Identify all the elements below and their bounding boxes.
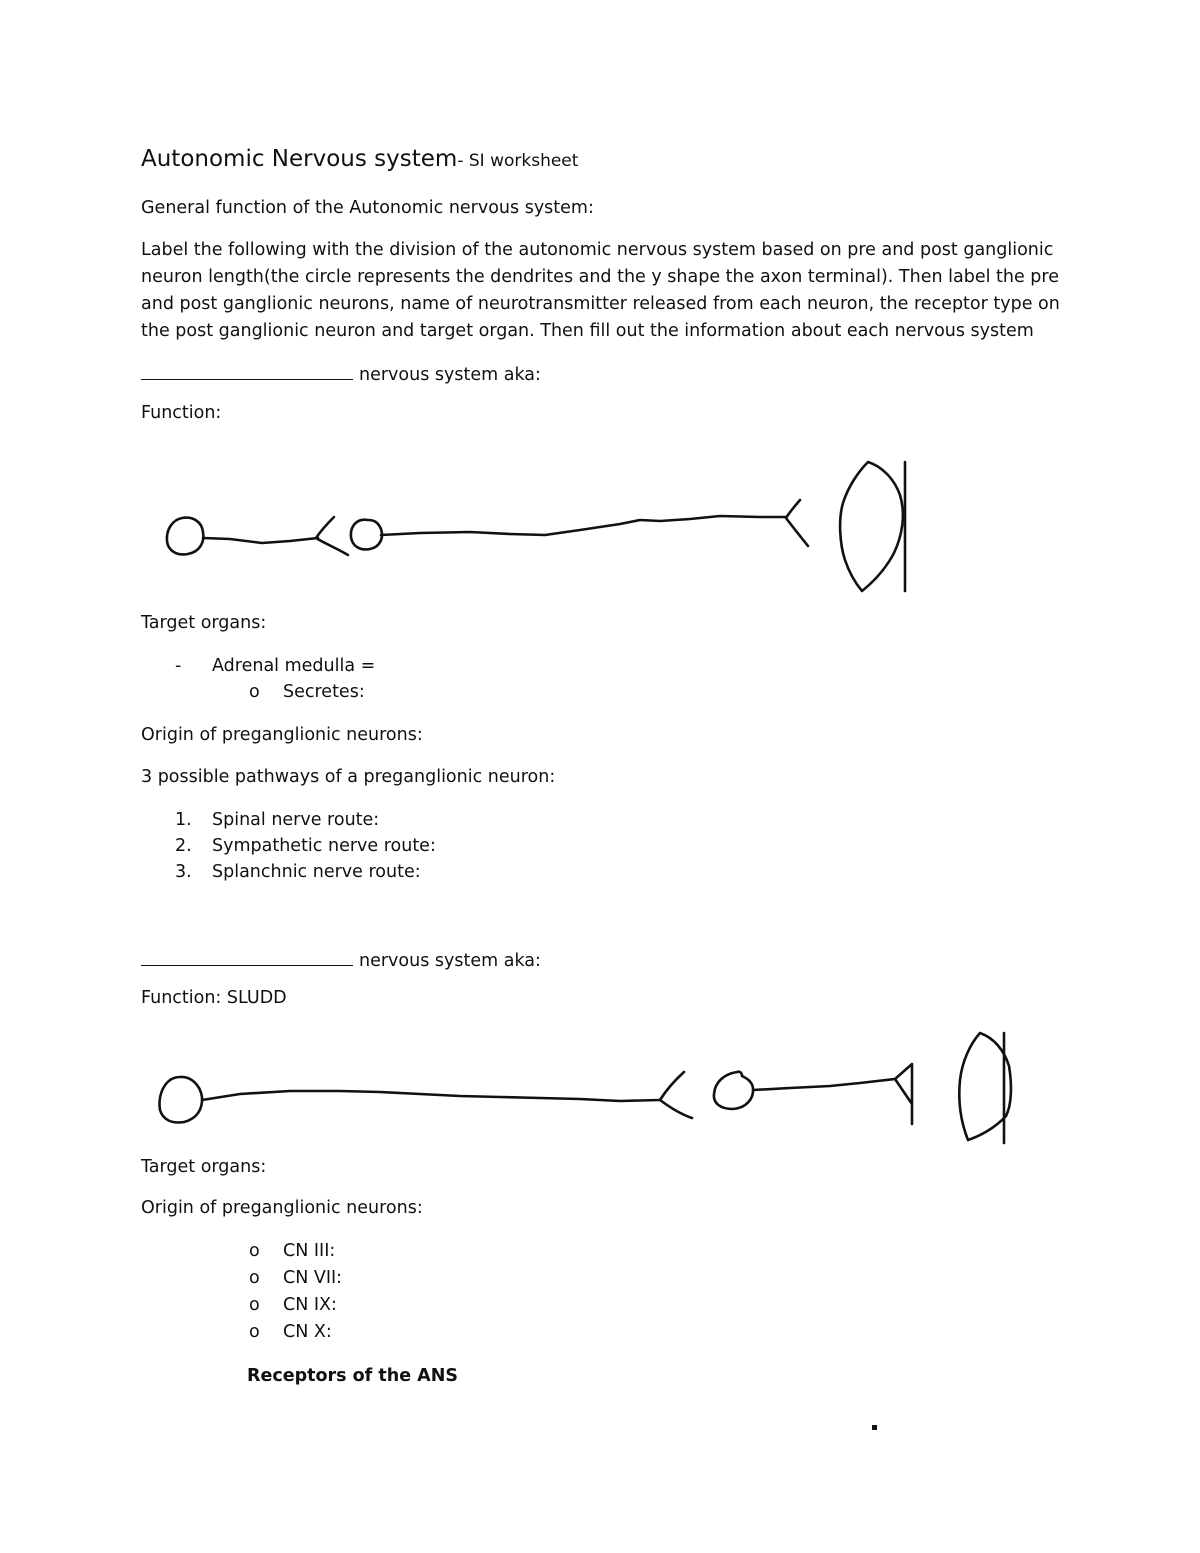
cn-marker: o — [249, 1322, 260, 1342]
section2-target-organs: Target organs: — [141, 1157, 267, 1177]
section1-adrenal-medulla: Adrenal medulla = — [212, 656, 376, 676]
section2-heading-suffix: nervous system aka: — [359, 951, 541, 971]
pathway-item: Splanchnic nerve route: — [212, 862, 421, 882]
section2-pre-axon-terminal — [660, 1072, 692, 1118]
cranial-nerve-item: CN IX: — [283, 1295, 337, 1315]
cranial-nerve-item: CN VII: — [283, 1268, 343, 1288]
stray-dot — [872, 1425, 877, 1430]
cn-marker: o — [249, 1295, 260, 1315]
section1-origin: Origin of preganglionic neurons: — [141, 725, 423, 745]
section1-function: Function: — [141, 403, 222, 423]
section2-post-axon — [753, 1079, 895, 1090]
section1-heading-suffix: nervous system aka: — [359, 365, 541, 385]
section2-origin: Origin of preganglionic neurons: — [141, 1198, 423, 1218]
section2-post-axon-terminal — [895, 1064, 912, 1124]
section2-post-dendrite-circle — [714, 1072, 753, 1109]
section1-secretes: Secretes: — [283, 682, 365, 702]
general-function-prompt: General function of the Autonomic nervous system: — [141, 198, 594, 218]
pathway-number: 2. — [175, 836, 192, 856]
section1-bullet-marker: - — [175, 656, 182, 676]
cn-marker: o — [249, 1241, 260, 1261]
section1-sub-marker: o — [249, 682, 260, 702]
cranial-nerve-item: CN X: — [283, 1322, 332, 1342]
title-subtitle: - SI worksheet — [457, 151, 579, 171]
pathway-item: Sympathetic nerve route: — [212, 836, 436, 856]
pathway-number: 3. — [175, 862, 192, 882]
instructions-paragraph: Label the following with the division of the autonomic nervous system based on pre and post ganglionic neuron length(the circle represents the dendrites and the y shape the axon terminal). Then label the pre and post ganglionic neurons, name of neurotransmitter released from each neuron, the receptor type on the post ganglionic neuron and target organ. Then fill out the information about each nervous system — [141, 240, 1060, 341]
section1-pathways-heading: 3 possible pathways of a preganglionic neuron: — [141, 767, 556, 787]
section2-preganglionic-neuron — [159, 1072, 692, 1123]
cn-marker: o — [249, 1268, 260, 1288]
title-main: Autonomic Nervous system — [141, 146, 458, 172]
section2-function: Function: SLUDD — [141, 988, 287, 1008]
pathway-item: Spinal nerve route: — [212, 810, 380, 830]
pathway-number: 1. — [175, 810, 192, 830]
section1-target-organs: Target organs: — [141, 613, 267, 633]
cranial-nerve-item: CN III: — [283, 1241, 336, 1261]
receptors-heading: Receptors of the ANS — [247, 1366, 458, 1386]
section2-pre-axon — [202, 1091, 660, 1101]
section2-pre-dendrite-circle — [159, 1077, 202, 1123]
section2-postganglionic-neuron — [714, 1064, 912, 1124]
section2-target-organ — [959, 1033, 1011, 1143]
